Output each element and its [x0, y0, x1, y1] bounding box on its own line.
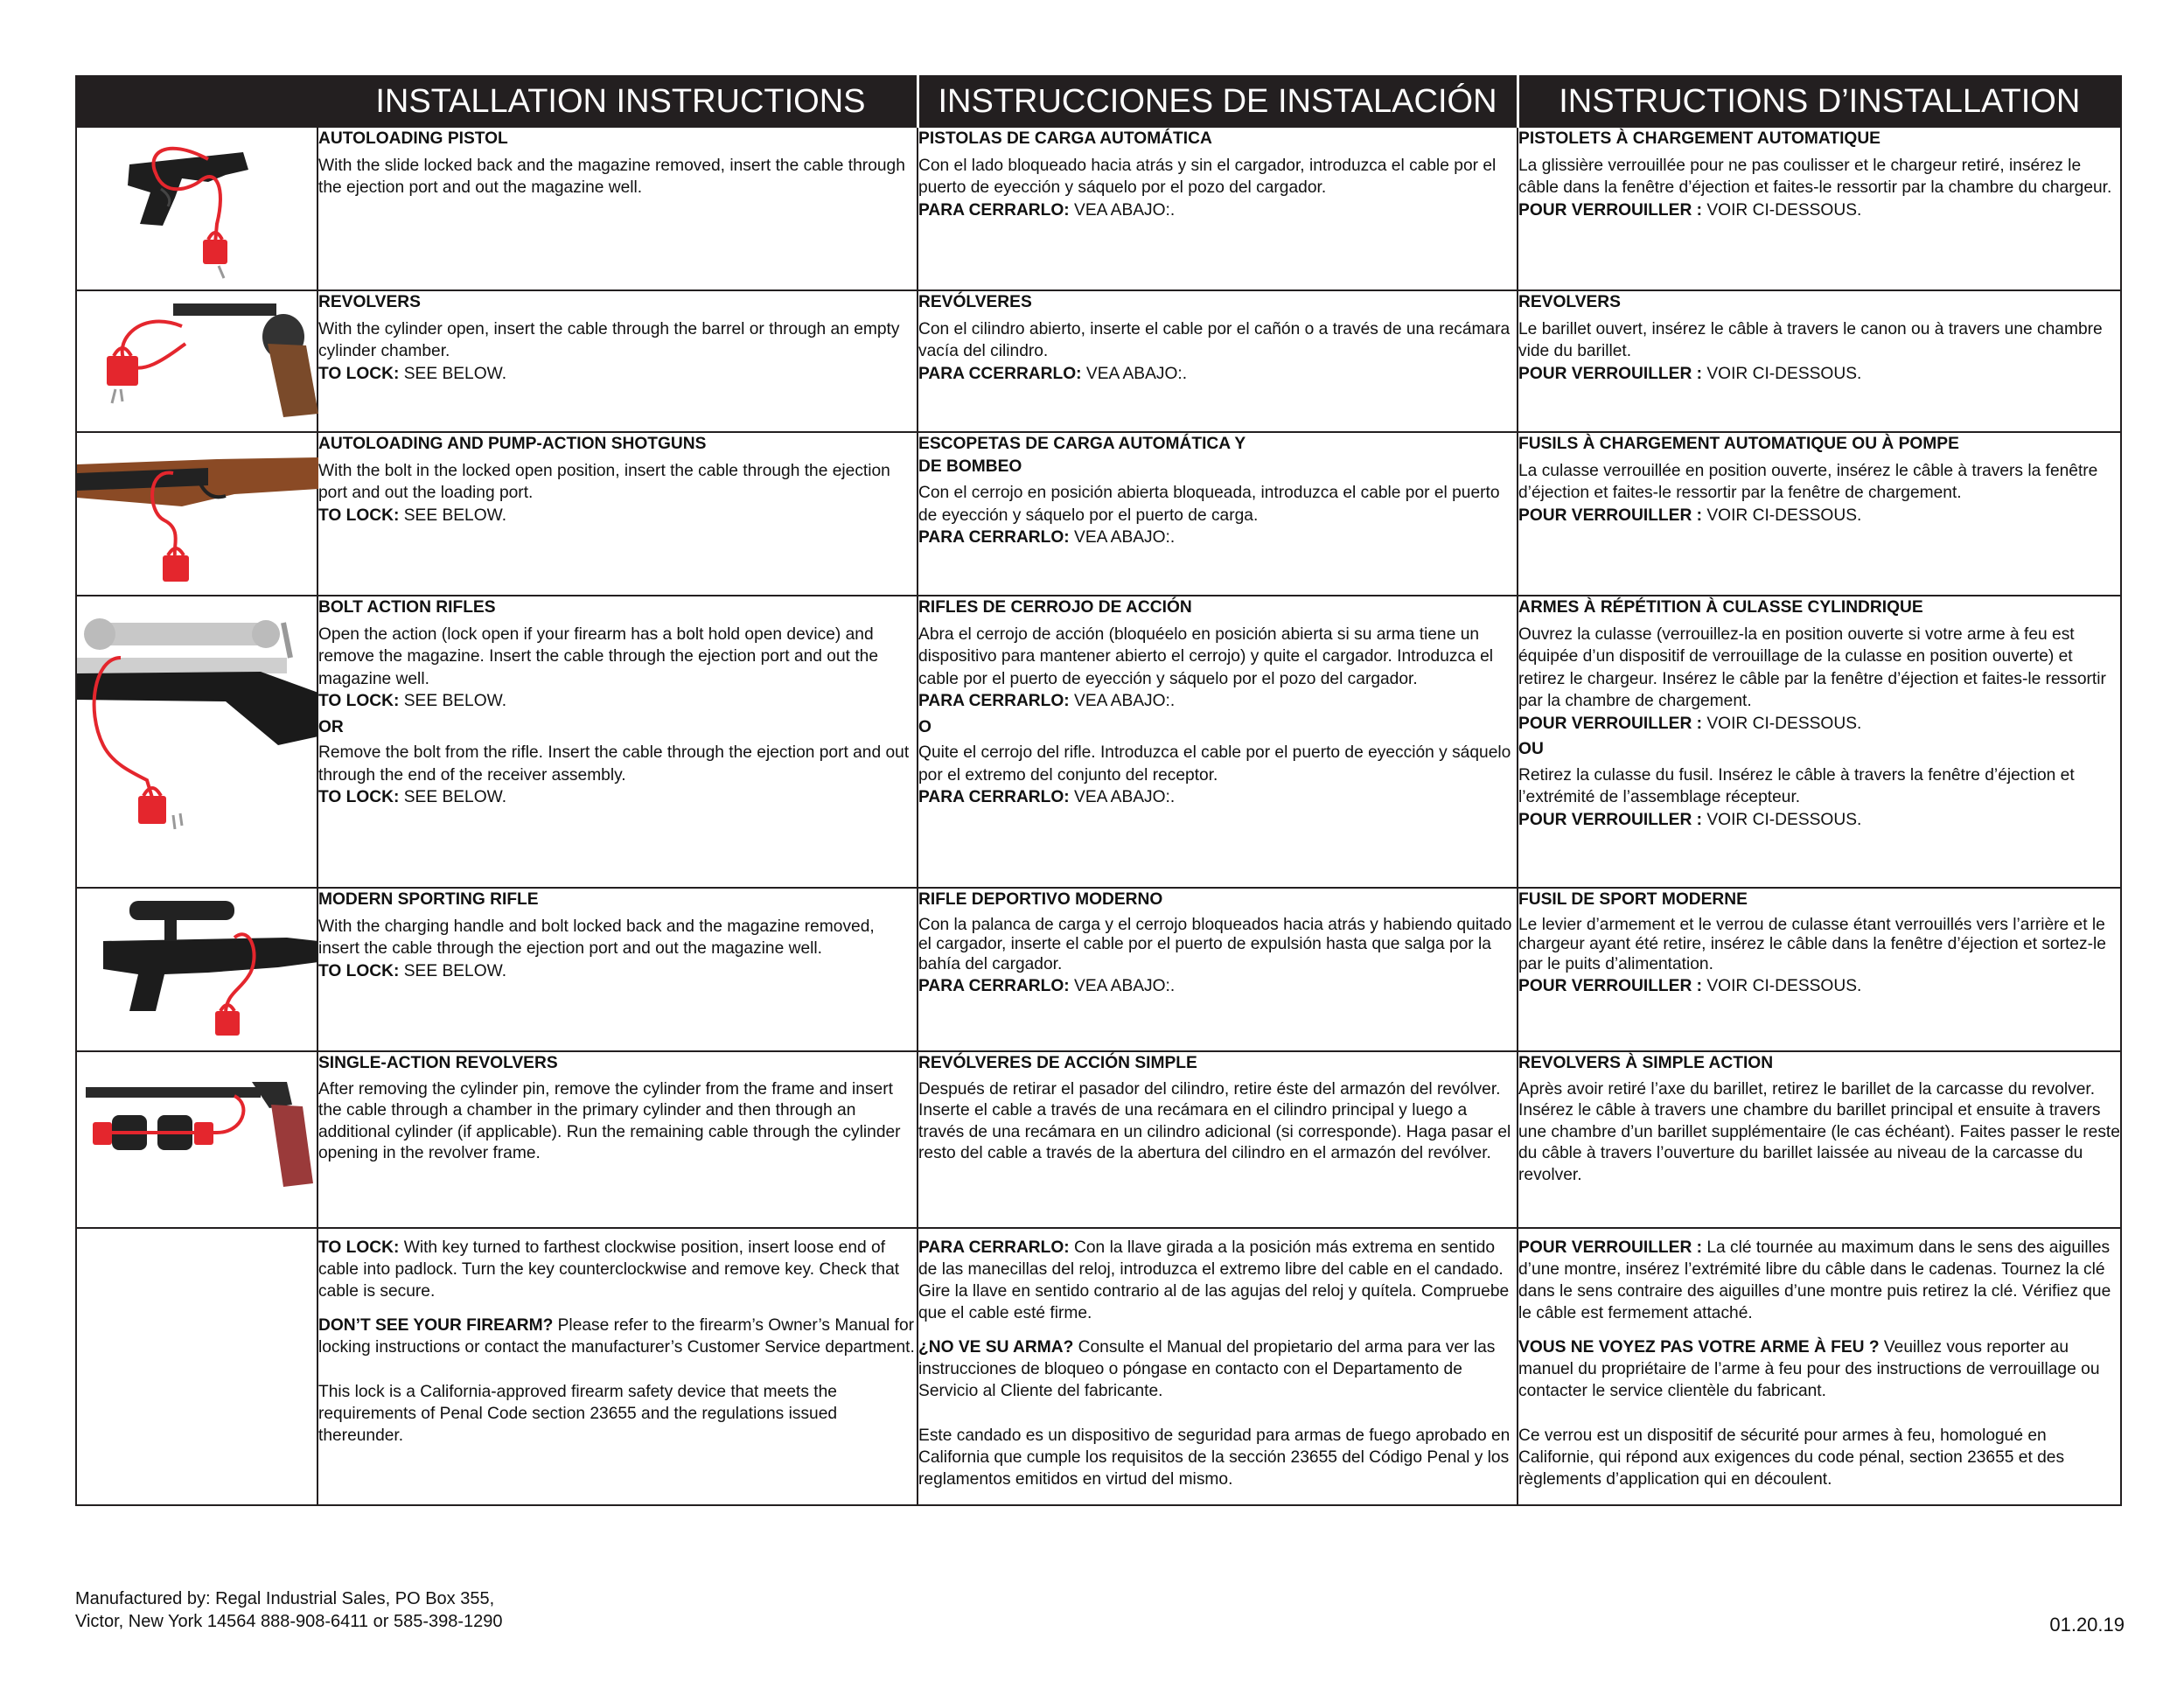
instruction-text: With the slide locked back and the magazine removed, insert the cable through the ejection port and out the magazine well. [318, 156, 905, 198]
lock-note [318, 690, 917, 713]
revolver-image-cell [76, 290, 317, 432]
es-cell [918, 596, 1518, 888]
lock-instructions [318, 1238, 917, 1303]
lock-note [318, 960, 917, 983]
lock-text: VOIR CI-DESSOUS. [1702, 976, 1862, 995]
fr-cell [1518, 888, 2121, 1051]
sporting-rifle-image-cell [76, 888, 317, 1051]
lock-note [1518, 975, 2120, 998]
lock-label: PARA CERRARLO: [918, 976, 1070, 995]
lock-label: TO LOCK: [318, 788, 400, 807]
manufacturer-info [75, 1587, 503, 1634]
single-action-revolver-image [77, 1052, 318, 1225]
fr-cell [1518, 432, 2121, 596]
table-row [76, 1228, 2121, 1505]
or-separator: O [918, 717, 932, 736]
es-cell [918, 432, 1518, 596]
section-title: SINGLE-ACTION REVOLVERS [318, 1054, 558, 1072]
lock-label: TO LOCK: [318, 961, 400, 980]
instruction-text: Después de retirar el pasador del cilindro, retire éste del armazón del revólver. Inserte el cable a través de una recámara en el cilindro principal y luego a través de una recámara en un cilindro adicional (si corresponde). Haga pasar el resto del cable a través de la abertura del cilindro en el armazón del revólver. [918, 1079, 1511, 1163]
table-row [76, 1051, 2121, 1228]
bolt-rifle-image-cell [76, 596, 317, 888]
lock-text: VEA ABAJO:. [1069, 692, 1176, 711]
instruction-text: With the bolt in the locked open position, insert the cable through the ejection port and out the loading port. [318, 461, 890, 503]
or-separator: OR [318, 717, 344, 736]
missing-firearm-note [918, 1337, 1517, 1403]
instruction-text-alt: Quite el cerrojo del rifle. Introduzca el cable por el puerto de eyección y sáquelo por el extremo del conjunto del receptor. [918, 743, 1511, 785]
instruction-text: Après avoir retiré l’axe du barillet, retirez le barillet de la carcasse du revolver. Insérez le câble à travers une chambre du barillet principal et ensuite à travers une chambre d’un barillet supplémentaire (le cas échéant). Faites passer le reste du câble à travers l’ouverture du barillet laissée au niveau de la carcasse du revolver. [1518, 1079, 2120, 1184]
lock-label: PARA CERRARLO: [918, 1238, 1070, 1257]
lock-note [918, 199, 1517, 222]
fr-cell [1518, 1228, 2121, 1505]
lock-note [318, 363, 917, 386]
section-title: REVÓLVERES [918, 293, 1032, 311]
empty-image-cell [76, 1228, 317, 1505]
section-title: REVOLVERS [318, 293, 421, 311]
lock-text: With key turned to farthest clockwise position, insert loose end of cable into padlock. Turn the key counterclockwise and remove key. Check that cable is secure. [318, 1238, 900, 1301]
table-row [76, 596, 2121, 888]
instruction-text: Con el lado bloqueado hacia atrás y sin el cargador, introduzca el cable por el puerto de eyección y sáquelo por el pozo del cargador. [918, 156, 1497, 198]
instruction-text: After removing the cylinder pin, remove the cylinder from the frame and insert the cable through a chamber in the primary cylinder and then through an additional cylinder (if applicable). Run the remaining cable through the cylinder opening in the revolver frame. [318, 1079, 901, 1163]
table-row [76, 432, 2121, 596]
lock-label: PARA CERRARLO: [918, 788, 1070, 807]
en-cell [317, 1228, 918, 1505]
instruction-text: Con el cerrojo en posición abierta bloqueada, introduzca el cable por el puerto de eyección y sáquelo por el puerto de carga. [918, 484, 1500, 525]
instruction-text: With the cylinder open, insert the cable through the barrel or through an empty cylinder chamber. [318, 319, 900, 361]
section-title: PISTOLAS DE CARGA AUTOMÁTICA [918, 129, 1212, 148]
lock-text: SEE BELOW. [399, 692, 507, 711]
instruction-text-alt: Retirez la culasse du fusil. Insérez le câble à travers la fenêtre d’éjection et l’extrémité de l’assemblage récepteur. [1518, 765, 2075, 807]
instruction-text: Le barillet ouvert, insérez le câble à travers le canon ou à travers une chambre vide du barillet. [1518, 319, 2103, 361]
table-row [76, 888, 2121, 1051]
en-cell [317, 888, 918, 1051]
document-code: 01.20.19 [2049, 1614, 2125, 1636]
modern-sporting-rifle-image [77, 889, 318, 1049]
lock-text: VOIR CI-DESSOUS. [1702, 506, 1862, 525]
section-title: REVOLVERS [1518, 293, 1621, 311]
section-title: RIFLES DE CERROJO DE ACCIÓN [918, 598, 1192, 617]
fr-cell [1518, 1051, 2121, 1228]
california-note: Este candado es un dispositivo de seguridad para armas de fuego aprobado en California que cumple los requisitos de la sección 23655 del Código Penal y los reglamentos emitidos en virtud del mismo. [918, 1426, 1511, 1489]
lock-note [1518, 505, 2120, 527]
lock-label: PARA CERRARLO: [918, 528, 1070, 548]
lock-text: VEA ABAJO:. [1069, 200, 1176, 220]
section-title: MODERN SPORTING RIFLE [318, 890, 539, 909]
lock-note [1518, 713, 2120, 736]
lock-label: POUR VERROUILLER : [1518, 714, 1703, 733]
instruction-text: La glissière verrouillée pour ne pas coulisser et le chargeur retiré, insérez le câble dans la fenêtre d’éjection et faites-le ressortir par la chambre du chargeur. [1518, 156, 2112, 198]
en-cell [317, 596, 918, 888]
missing-label: DON’T SEE YOUR FIREARM? [318, 1315, 554, 1335]
lock-instructions [918, 1238, 1517, 1325]
lock-text: VOIR CI-DESSOUS. [1702, 200, 1862, 220]
lock-note [918, 786, 1517, 809]
lock-note [918, 527, 1517, 549]
missing-text: Consulte el Manual del propietario del arma para ver las instrucciones de bloqueo o póngase en contacto con el Departamento de Servicio al Cliente del fabricante. [918, 1337, 1496, 1400]
lock-label: POUR VERROUILLER : [1518, 364, 1703, 383]
section-title: AUTOLOADING AND PUMP-ACTION SHOTGUNS [318, 435, 707, 453]
lock-note [318, 505, 917, 527]
lock-text: SEE BELOW. [399, 961, 507, 980]
lock-label: TO LOCK: [318, 1238, 400, 1257]
instruction-text: Con la palanca de carga y el cerrojo bloqueados hacia atrás y habiendo quitado el cargador, inserte el cable por el puerto de expulsión hasta que salga por la bahía del cargador. [918, 915, 1512, 973]
lock-note [318, 786, 917, 809]
section-title: RIFLE DEPORTIVO MODERNO [918, 890, 1163, 909]
instruction-text: Open the action (lock open if your firearm has a bolt hold open device) and remove the magazine. Insert the cable through the ejection port and out the magazine well. [318, 624, 878, 688]
es-cell [918, 1228, 1518, 1505]
section-title: AUTOLOADING PISTOL [318, 129, 508, 148]
lock-text: VEA ABAJO:. [1069, 788, 1176, 807]
missing-firearm-note [318, 1315, 917, 1359]
lock-label: PARA CERRARLO: [918, 200, 1070, 220]
missing-text: Veuillez vous reporter au manuel du propriétaire de l’arme à feu pour des instructions de verrouillage ou contacter le service clientèle du fabricant. [1518, 1337, 2100, 1400]
section-title-line2: DE BOMBEO [918, 457, 1022, 476]
missing-label: VOUS NE VOYEZ PAS VOTRE ARME À FEU ? [1518, 1337, 1880, 1357]
lock-label: POUR VERROUILLER : [1518, 506, 1703, 525]
instruction-text: Ouvrez la culasse (verrouillez-la en position ouverte si votre arme à feu est équipée d’un dispositif de verrouillage de la culasse en position ouverte) et retirez le chargeur. Insérez le câble par la fenêtre d’éjection et faites-le ressortir par la chambre de chargement. [1518, 624, 2106, 711]
sa-revolver-image-cell [76, 1051, 317, 1228]
instruction-text: La culasse verrouillée en position ouverte, insérez le câble à travers la fenêtre d’éjection et faites-le ressortir par la fenêtre de chargement. [1518, 461, 2098, 503]
es-cell [918, 290, 1518, 432]
lock-label: TO LOCK: [318, 692, 400, 711]
lock-note [918, 690, 1517, 713]
lock-note [1518, 809, 2120, 832]
section-title: ARMES À RÉPÉTITION À CULASSE CYLINDRIQUE [1518, 598, 1923, 617]
header-row [76, 76, 2121, 127]
lock-text: Con la llave girada a la posición más extrema en sentido de las manecillas del reloj, introduzca el extremo libre del cable en el candado. Gire la llave en sentido contrario al de las agujas del reloj y quítela. Compruebe que el cable esté firme. [918, 1238, 1510, 1322]
table-row [76, 290, 2121, 432]
section-title: BOLT ACTION RIFLES [318, 598, 496, 617]
manufacturer-line-2: Victor, New York 14564 888-908-6411 or 585-398-1290 [75, 1612, 503, 1632]
lock-label: POUR VERROUILLER : [1518, 810, 1703, 829]
lock-text: SEE BELOW. [399, 788, 507, 807]
es-cell [918, 127, 1518, 290]
section-title: ESCOPETAS DE CARGA AUTOMÁTICA Y [918, 435, 1246, 453]
lock-label: TO LOCK: [318, 364, 400, 383]
shotgun-image [77, 433, 318, 593]
lock-label: POUR VERROUILLER : [1518, 976, 1703, 995]
lock-note [1518, 199, 2120, 222]
lock-text: VEA ABAJO:. [1069, 976, 1176, 995]
instruction-text: Con el cilindro abierto, inserte el cable por el cañón o a través de una recámara vacía del cilindro. [918, 319, 1511, 361]
instruction-table [75, 75, 2122, 1506]
lock-text: VOIR CI-DESSOUS. [1702, 714, 1862, 733]
lock-text: VEA ABAJO:. [1069, 528, 1176, 548]
es-cell [918, 1051, 1518, 1228]
california-note: Ce verrou est un dispositif de sécurité pour armes à feu, homologué en Californie, qui répond aux exigences du code pénal, section 23655 et des règlements d’application qui en découlent. [1518, 1426, 2065, 1489]
section-title: REVÓLVERES DE ACCIÓN SIMPLE [918, 1054, 1197, 1072]
missing-label: ¿NO VE SU ARMA? [918, 1337, 1074, 1357]
section-title: REVOLVERS À SIMPLE ACTION [1518, 1054, 1774, 1072]
section-title: PISTOLETS À CHARGEMENT AUTOMATIQUE [1518, 129, 1880, 148]
en-cell [317, 1051, 918, 1228]
california-note: This lock is a California-approved firearm safety device that meets the requirements of Penal Code section 23655 and the regulations issued thereunder. [318, 1382, 838, 1445]
manufacturer-line-1: Manufactured by: Regal Industrial Sales, PO Box 355, [75, 1589, 495, 1608]
es-cell [918, 888, 1518, 1051]
lock-text: VOIR CI-DESSOUS. [1702, 364, 1862, 383]
table-row [76, 127, 2121, 290]
lock-text: SEE BELOW. [399, 506, 507, 525]
lock-text: VEA ABAJO:. [1081, 364, 1188, 383]
section-title: FUSILS À CHARGEMENT AUTOMATIQUE OU À POMPE [1518, 435, 1959, 453]
header-es: INSTRUCCIONES DE INSTALACIÓN [918, 76, 1518, 127]
or-separator: OU [1518, 740, 1544, 759]
lock-text: La clé tournée au maximum dans le sens des aiguilles d’une montre, insérez l’extrémité libre du câble dans le cadenas. Tournez la clé dans le sens contraire des aiguilles d’une montre puis retirez la clé. Vérifiez que le câble est fermement attaché. [1518, 1238, 2111, 1322]
header-fr: INSTRUCTIONS D’INSTALLATION [1518, 76, 2121, 127]
lock-text: SEE BELOW. [399, 364, 507, 383]
section-title: FUSIL DE SPORT MODERNE [1518, 890, 1748, 909]
revolver-image [77, 291, 318, 429]
lock-text: VOIR CI-DESSOUS. [1702, 810, 1862, 829]
missing-firearm-note [1518, 1337, 2120, 1403]
lock-note [918, 363, 1517, 386]
header-en: INSTALLATION INSTRUCTIONS [76, 76, 918, 127]
shotgun-image-cell [76, 432, 317, 596]
lock-instructions [1518, 1238, 2120, 1325]
autoloading-pistol-image [77, 128, 318, 288]
instruction-text-alt: Remove the bolt from the rifle. Insert the cable through the ejection port and out through the end of the receiver assembly. [318, 743, 910, 785]
fr-cell [1518, 127, 2121, 290]
lock-label: PARA CERRARLO: [918, 692, 1070, 711]
instruction-text: With the charging handle and bolt locked back and the magazine removed, insert the cable through the ejection port and out the magazine well. [318, 917, 875, 959]
missing-text: Please refer to the firearm’s Owner’s Manual for locking instructions or contact the manufacturer’s Customer Service department. [318, 1315, 915, 1357]
lock-label: POUR VERROUILLER : [1518, 1238, 1703, 1257]
pistol-image-cell [76, 127, 317, 290]
en-cell [317, 127, 918, 290]
instruction-sheet [75, 75, 2120, 1506]
en-cell [317, 432, 918, 596]
instruction-text: Le levier d’armement et le verrou de culasse étant verrouillés vers l’arrière et le chargeur ayant été retire, insérez le câble dans la fenêtre d’éjection et sortez-le par le puits d’alimentation. [1518, 915, 2106, 973]
fr-cell [1518, 290, 2121, 432]
lock-label: TO LOCK: [318, 506, 400, 525]
fr-cell [1518, 596, 2121, 888]
bolt-action-rifle-image [77, 596, 318, 885]
lock-label: POUR VERROUILLER : [1518, 200, 1703, 220]
lock-label: PARA CCERRARLO: [918, 364, 1082, 383]
lock-note [918, 975, 1517, 998]
en-cell [317, 290, 918, 432]
lock-note [1518, 363, 2120, 386]
instruction-text: Abra el cerrojo de acción (bloquéelo en posición abierta si su arma tiene un dispositivo para mantener abierto el cerrojo) y quite el cargador. Introduzca el cable por el puerto de eyección y sáquelo por el pozo del cargador. [918, 624, 1494, 688]
